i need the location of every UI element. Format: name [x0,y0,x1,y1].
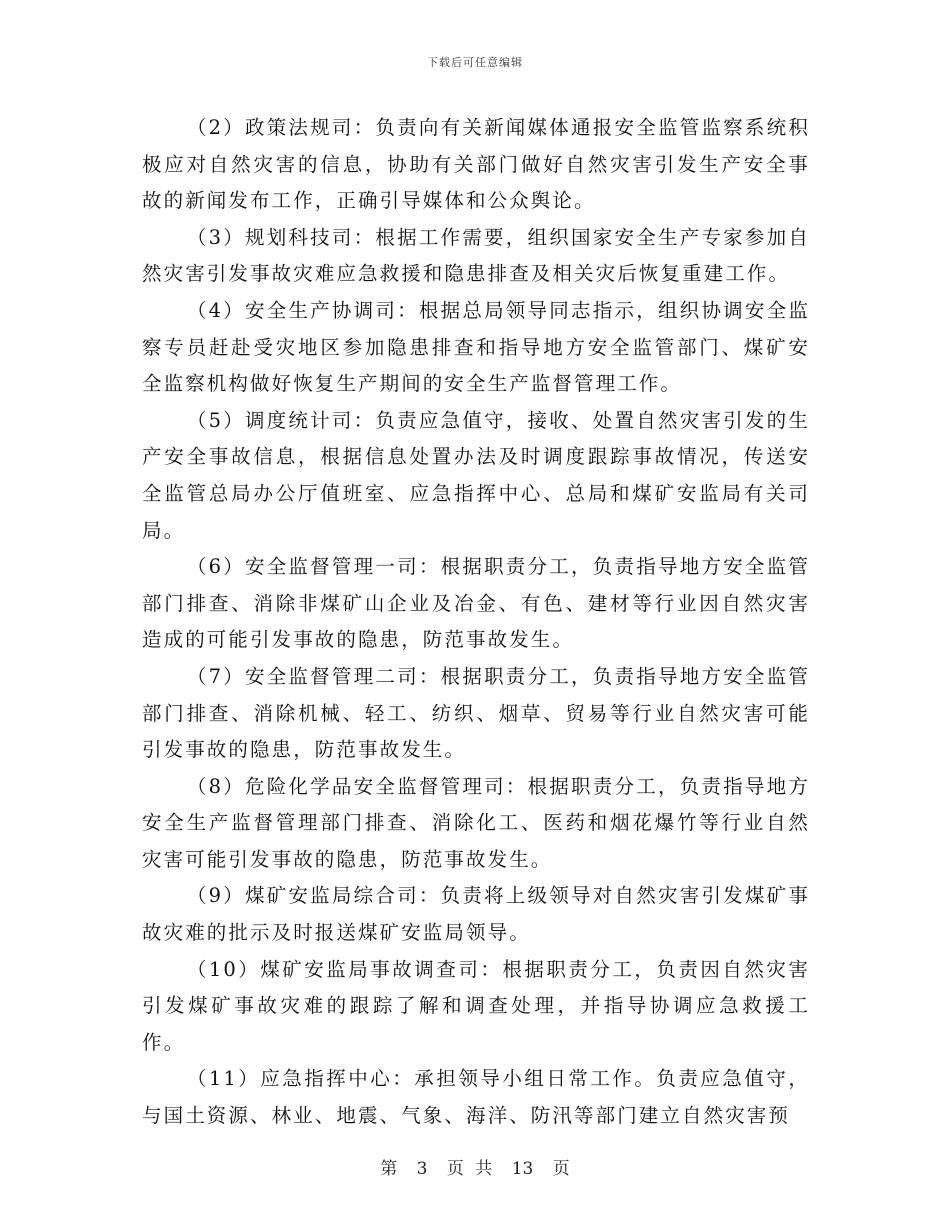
paragraph-item-2: （2）政策法规司：负责向有关新闻媒体通报安全监管监察系统积极应对自然灾害的信息，协助有关部门做好自然灾害引发生产安全事故的新闻发布工作，正确引导媒体和公众舆论。 [142,116,810,213]
paragraph-item-10: （10）煤矿安监局事故调查司：根据职责分工，负责因自然灾害引发煤矿事故灾难的跟踪了解和调查处理，并指导协调应急救援工作。 [142,957,810,1054]
paragraph-item-7: （7）安全监督管理二司：根据职责分工，负责指导地方安全监管部门排查、消除机械、轻工、纺织、烟草、贸易等行业自然灾害可能引发事故的隐患，防范事故发生。 [142,664,810,762]
document-body [142,110,810,1135]
paragraph-item-8: （8）危险化学品安全监督管理司：根据职责分工，负责指导地方安全生产监督管理部门排查、消除化工、医药和烟花爆竹等行业自然灾害可能引发事故的隐患，防范事故发生。 [142,774,810,871]
footer-suffix: 页 [552,1159,570,1179]
paragraph-item-3: （3）规划科技司：根据工作需要，组织国家安全生产专家参加自然灾害引发事故灾难应急救援和隐患排查及相关灾后恢复重建工作。 [142,225,810,286]
paragraph-item-5: （5）调度统计司：负责应急值守，接收、处置自然灾害引发的生产安全事故信息，根据信息处置办法及时调度跟踪事故情况，传送安全监管总局办公厅值班室、应急指挥中心、总局和煤矿安监局有关司局。 [142,408,810,542]
paragraph-item-4: （4）安全生产协调司：根据总局领导同志指示，组织协调安全监察专员赶赴受灾地区参加隐患排查和指导地方安全监管部门、煤矿安全监察机构做好恢复生产期间的安全生产监督管理工作。 [142,298,810,396]
paragraph-item-11: （11）应急指挥中心：承担领导小组日常工作。负责应急值守，与国土资源、林业、地震、气象、海洋、防汛等部门建立自然灾害预 [142,1067,810,1128]
page-header: 下载后可任意编辑 [427,56,523,69]
footer-total-pages: 13 [511,1159,534,1179]
footer-page-number: 3 [416,1159,428,1179]
paragraph-item-6: （6）安全监督管理一司：根据职责分工，负责指导地方安全监管部门排查、消除非煤矿山企业及冶金、有色、建材等行业因自然灾害造成的可能引发事故的隐患，防范事故发生。 [142,555,810,652]
paragraph-item-9: （9）煤矿安监局综合司：负责将上级领导对自然灾害引发煤矿事故灾难的批示及时报送煤矿安监局领导。 [142,884,810,945]
page-footer [0,1154,950,1179]
footer-prefix: 第 [380,1159,398,1179]
footer-middle: 页 共 [446,1159,493,1179]
